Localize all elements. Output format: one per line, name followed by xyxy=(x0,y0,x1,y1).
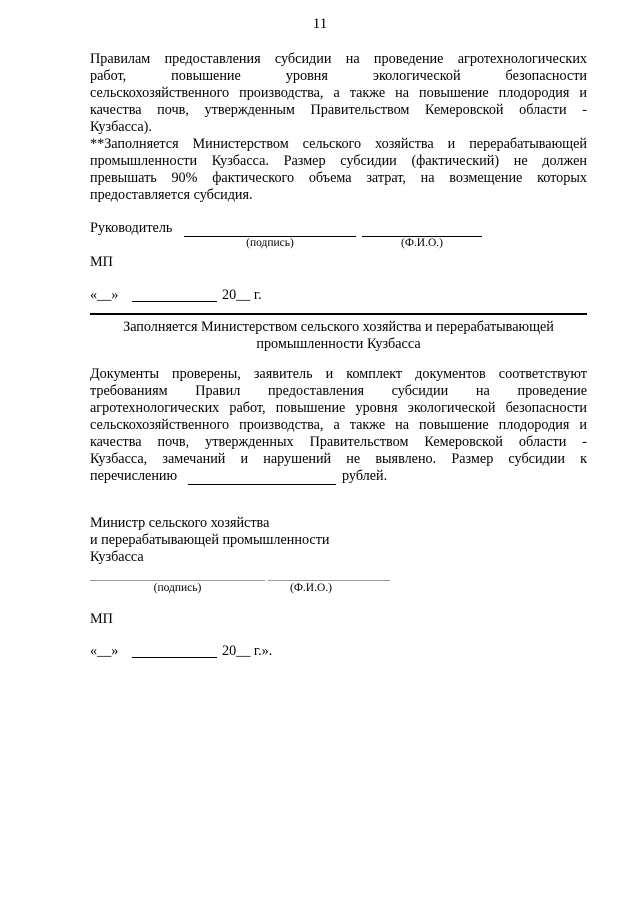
minister-title-line: Министр сельского хозяйства xyxy=(90,515,270,531)
date-day: «__» xyxy=(90,287,119,303)
minister-stamp-label: МП xyxy=(90,611,113,627)
footnote-line: предоставляется субсидия. xyxy=(90,187,253,203)
minister-name-caption: (Ф.И.О.) xyxy=(290,582,332,594)
ministry-body-line: требованиям Правил предоставления субсидии на проведение xyxy=(90,383,587,399)
top-paragraph-line: Кузбасса). xyxy=(90,119,152,135)
minister-title-line: и перерабатывающей промышленности xyxy=(90,532,330,548)
minister-signature-line xyxy=(90,580,265,581)
minister-name-line xyxy=(268,580,390,581)
top-paragraph-line: качества почв, утвержденным Правительством Кемеровской области - xyxy=(90,102,587,118)
ministry-heading xyxy=(90,319,587,353)
date-month-line xyxy=(132,301,217,302)
page-number: 11 xyxy=(312,16,328,32)
ministry-body xyxy=(90,366,587,468)
date-year: 20__ г. xyxy=(222,287,262,303)
amount-suffix: рублей. xyxy=(342,468,388,484)
minister-title-line: Кузбасса xyxy=(90,549,144,565)
top-paragraph-line: работ, повышение уровня экологической безопасности xyxy=(90,68,587,84)
top-paragraph-line: сельскохозяйственного производства, а также на повышение плодородия и xyxy=(90,85,587,101)
top-paragraph-line: Правилам предоставления субсидии на проведение агротехнологических xyxy=(90,51,587,67)
minister-date-month-line xyxy=(132,657,217,658)
signature-caption: (подпись) xyxy=(246,237,294,249)
footnote-line: превышать 90% фактического объема затрат, на возмещение которых xyxy=(90,170,587,186)
ministry-body-line: Кузбасса, замечаний и нарушений не выявлено. Размер субсидии к xyxy=(90,451,587,467)
name-caption: (Ф.И.О.) xyxy=(401,237,443,249)
top-paragraph xyxy=(90,51,587,136)
ministry-body-line: сельскохозяйственного производства, а также на повышение плодородия и xyxy=(90,417,587,433)
ministry-heading-line: промышленности Кузбасса xyxy=(256,336,421,352)
ministry-body-line: качества почв, утвержденных Правительством Кемеровской области - xyxy=(90,434,587,450)
minister-signature-caption: (подпись) xyxy=(153,582,202,594)
head-label: Руководитель xyxy=(90,220,173,236)
footnote-line: промышленности Кузбасса. Размер субсидии (фактический) не должен xyxy=(90,153,587,169)
stamp-label: МП xyxy=(90,254,113,270)
amount-prefix: перечислению xyxy=(90,468,178,484)
ministry-body-line: агротехнологических работ, повышение уровня экологической безопасности xyxy=(90,400,587,416)
ministry-heading-line: Заполняется Министерством сельского хозяйства и перерабатывающей xyxy=(123,319,554,335)
footnote xyxy=(90,136,587,204)
ministry-body-line: Документы проверены, заявитель и комплект документов соответствуют xyxy=(90,366,587,382)
section-divider xyxy=(90,313,587,315)
minister-title xyxy=(90,515,330,566)
footnote-line: **Заполняется Министерством сельского хозяйства и перерабатывающей xyxy=(90,136,587,152)
minister-date-year: 20__ г.». xyxy=(222,643,273,659)
amount-line xyxy=(188,484,336,485)
minister-date-day: «__» xyxy=(90,643,119,659)
